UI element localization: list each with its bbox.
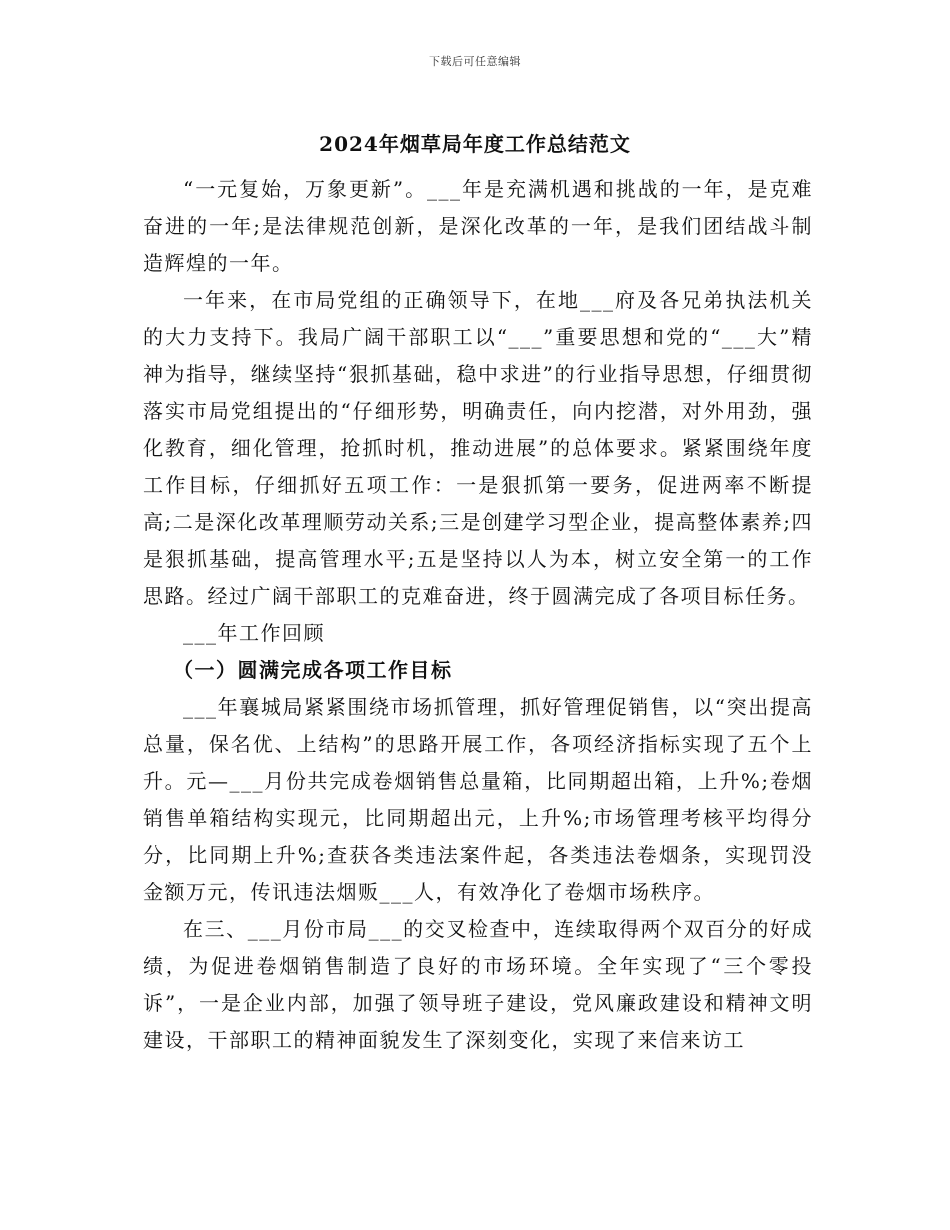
paragraph-intro: “一元复始，万象更新”。___年是充满机遇和挑战的一年，是克难奋进的一年;是法律规范创新，是深化改革的一年，是我们团结战斗制造辉煌的一年。: [143, 177, 813, 275]
paragraph-results: ___年襄城局紧紧围绕市场抓管理，抓好管理促销售，以“突出提高总量，保名优、上结构”的思路开展工作，各项经济指标实现了五个上升。元—___月份共完成卷烟销售总量箱，比同期超出箱，上升%;卷烟销售单箱结构实现元，比同期超出元，上升%;市场管理考核平均得分分，比同期上升%;查获各类违法案件起，各类违法卷烟条，实现罚没金额万元，传讯违法烟贩___人，有效净化了卷烟市场秩序。: [143, 695, 813, 904]
paragraph-review-label: ___年工作回顾: [183, 621, 325, 645]
document-title: 2024年烟草局年度工作总结范文: [319, 132, 631, 156]
header-note: 下载后可任意编辑: [429, 55, 521, 68]
paragraph-inspection: 在三、___月份市局___的交叉检查中，连续取得两个双百分的好成绩，为促进卷烟销售制造了良好的市场环境。全年实现了“三个零投诉”，一是企业内部，加强了领导班子建设，党风廉政建设和精神文明建设，干部职工的精神面貌发生了深刻变化，实现了来信来访工: [143, 917, 813, 1052]
section-heading: （一）圆满完成各项工作目标: [173, 658, 453, 682]
paragraph-summary: 一年来，在市局党组的正确领导下，在地___府及各兄弟执法机关的大力支持下。我局广阔干部职工以“___”重要思想和党的“___大”精神为指导，继续坚持“狠抓基础，稳中求进”的行业指导思想，仔细贯彻落实市局党组提出的“仔细形势，明确责任，向内挖潜，对外用劲，强化教育，细化管理，抢抓时机，推动进展”的总体要求。紧紧围绕年度工作目标，仔细抓好五项工作：一是狠抓第一要务，促进两率不断提高;二是深化改革理顺劳动关系;三是创建学习型企业，提高整体素养;四是狠抓基础，提高管理水平;五是坚持以人为本，树立安全第一的工作思路。经过广阔干部职工的克难奋进，终于圆满完成了各项目标任务。: [143, 288, 813, 608]
document-body: [143, 171, 813, 1059]
